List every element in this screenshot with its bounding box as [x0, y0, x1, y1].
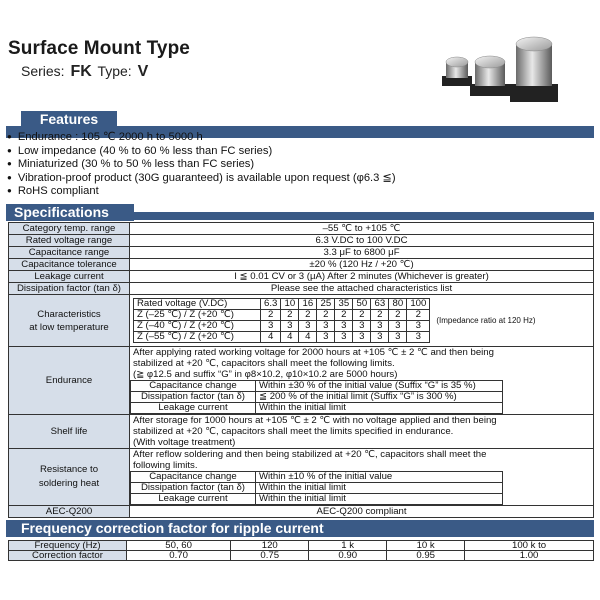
spec-label: Capacitance range	[9, 247, 130, 259]
features-heading: Features	[21, 111, 117, 128]
table-row-shelf-life	[9, 415, 594, 449]
series-line	[21, 63, 150, 81]
spec-label: Category temp. range	[9, 223, 130, 235]
impedance-cell: 3	[317, 332, 335, 343]
frequency-cell: 50, 60	[127, 541, 231, 551]
soldering-label	[9, 449, 130, 506]
rated-voltage-header: Rated voltage (V.DC)	[134, 299, 261, 310]
frequency-cell: 10 k	[387, 541, 465, 551]
limit-value: ≦ 200 % of the initial limit (Suffix “G” is 300 %)	[256, 392, 503, 403]
limit-value: Within ±10 % of the initial value	[256, 472, 503, 483]
soldering-label-line-2: soldering heat	[38, 478, 100, 489]
table-row	[9, 235, 594, 247]
impedance-cell: 3	[407, 332, 430, 343]
type-value: V	[137, 63, 149, 80]
impedance-cell: 3	[335, 321, 353, 332]
spec-value: –55 ℃ to +105 ℃	[130, 223, 594, 235]
impedance-cell: 2	[335, 310, 353, 321]
impedance-cell: 3	[353, 321, 371, 332]
frequency-cell: 1 k	[309, 541, 387, 551]
limit-label: Dissipation factor (tan δ)	[131, 392, 256, 403]
table-row-low-temp	[9, 295, 594, 347]
low-temp-label-line-1: Characteristics	[37, 308, 101, 320]
spec-value: ±20 % (120 Hz / +20 ℃)	[130, 259, 594, 271]
limit-label: Dissipation factor (tan δ)	[131, 483, 256, 494]
limit-label: Capacitance change	[131, 381, 256, 392]
limit-row	[131, 494, 503, 505]
frequency-row	[9, 541, 594, 551]
table-row	[9, 283, 594, 295]
impedance-cell: 2	[317, 310, 335, 321]
table-row	[9, 223, 594, 235]
impedance-cell: 4	[261, 332, 281, 343]
spec-value: 3.3 μF to 6800 μF	[130, 247, 594, 259]
limit-value: Within ±30 % of the initial value (Suffix “G” is 35 %)	[256, 381, 503, 392]
correction-cell: 0.90	[309, 551, 387, 561]
low-temp-label	[9, 295, 130, 347]
impedance-cell: 3	[281, 321, 299, 332]
impedance-cell: 3	[371, 332, 389, 343]
impedance-cell: 3	[389, 332, 407, 343]
impedance-row	[134, 321, 430, 332]
frequency-cell: 100 k to	[465, 541, 594, 551]
voltage-cell: 80	[389, 299, 407, 310]
frequency-heading: Frequency correction factor for ripple current	[21, 520, 324, 536]
voltage-cell: 10	[281, 299, 299, 310]
impedance-cell: 2	[407, 310, 430, 321]
specifications-table	[8, 222, 594, 518]
spec-label: Rated voltage range	[9, 235, 130, 247]
frequency-table	[8, 540, 594, 561]
limit-row	[131, 381, 503, 392]
table-row-endurance	[9, 347, 594, 415]
feature-item: ● Endurance : 105 ℃ 2000 h to 5000 h	[7, 131, 396, 145]
feature-item: ● Low impedance (40 % to 60 % less than FC series)	[7, 145, 396, 159]
impedance-cell: 3	[299, 321, 317, 332]
voltage-cell: 16	[299, 299, 317, 310]
impedance-cell: 4	[281, 332, 299, 343]
limit-label: Leakage current	[131, 494, 256, 505]
correction-cell: 0.75	[231, 551, 309, 561]
spec-value: I ≦ 0.01 CV or 3 (μA) After 2 minutes (Whichever is greater)	[130, 271, 594, 283]
limit-value: Within the initial limit	[256, 403, 503, 414]
endurance-label: Endurance	[9, 347, 130, 415]
series-value: FK	[70, 63, 92, 80]
spec-label: Capacitance tolerance	[9, 259, 130, 271]
specs-heading: Specifications	[6, 204, 134, 221]
soldering-cell	[130, 449, 594, 506]
impedance-cell: 2	[353, 310, 371, 321]
frequency-cell: 120	[231, 541, 309, 551]
soldering-label-line-1: Resistance to	[39, 464, 99, 475]
limit-value: Within the initial limit	[256, 483, 503, 494]
features-list	[7, 131, 396, 199]
spec-value: 6.3 V.DC to 100 V.DC	[130, 235, 594, 247]
table-row	[9, 259, 594, 271]
impedance-cell: 3	[371, 321, 389, 332]
impedance-header-row	[134, 299, 430, 310]
voltage-cell: 35	[335, 299, 353, 310]
low-temp-cell	[130, 295, 594, 347]
impedance-row	[134, 332, 430, 343]
impedance-cell: 2	[281, 310, 299, 321]
impedance-ratio-table	[133, 298, 430, 343]
impedance-cell: 2	[389, 310, 407, 321]
table-row	[9, 271, 594, 283]
impedance-cell: 3	[353, 332, 371, 343]
capacitor-product-image	[440, 36, 560, 106]
feature-item: ● Miniaturized (30 % to 50 % less than FC series)	[7, 158, 396, 172]
low-temp-label-line-2: at low temperature	[29, 321, 109, 333]
correction-cell: 0.95	[387, 551, 465, 561]
frequency-label: Frequency (Hz)	[9, 541, 127, 551]
aec-value: AEC-Q200 compliant	[130, 506, 594, 518]
shelf-life-text: (With voltage treatment)	[133, 437, 236, 448]
type-label: Type:	[97, 63, 132, 79]
correction-cell: 0.70	[127, 551, 231, 561]
impedance-row-label: Z (–25 ℃) / Z (+20 ℃)	[134, 310, 261, 321]
soldering-text: following limits.	[133, 460, 198, 471]
feature-item: ● RoHS compliant	[7, 185, 396, 199]
correction-row	[9, 551, 594, 561]
endurance-text: (≧ φ12.5 and suffix “G” in φ8×10.2, φ10×10.2 are 5000 hours)	[133, 369, 398, 380]
voltage-cell: 63	[371, 299, 389, 310]
soldering-limits-table	[130, 471, 503, 505]
impedance-row	[134, 310, 430, 321]
table-row-soldering	[9, 449, 594, 506]
endurance-limits-table	[130, 380, 503, 414]
limit-row	[131, 472, 503, 483]
voltage-cell: 50	[353, 299, 371, 310]
impedance-row-label: Z (–40 ℃) / Z (+20 ℃)	[134, 321, 261, 332]
impedance-cell: 3	[407, 321, 430, 332]
spec-label: Leakage current	[9, 271, 130, 283]
correction-cell: 1.00	[465, 551, 594, 561]
shelf-life-cell	[130, 415, 594, 449]
aec-label: AEC-Q200	[9, 506, 130, 518]
impedance-row-label: Z (–55 ℃) / Z (+20 ℃)	[134, 332, 261, 343]
limit-label: Capacitance change	[131, 472, 256, 483]
spec-value: Please see the attached characteristics list	[130, 283, 594, 295]
endurance-text: stabilized at +20 ℃, capacitors shall meet the following limits.	[133, 358, 395, 369]
endurance-cell	[130, 347, 594, 415]
voltage-cell: 100	[407, 299, 430, 310]
impedance-note: (Impedance ratio at 120 Hz)	[436, 315, 536, 325]
table-row-aec	[9, 506, 594, 518]
impedance-cell: 2	[371, 310, 389, 321]
limit-row	[131, 483, 503, 494]
feature-item: ● Vibration-proof product (30G guaranteed) is available upon request (φ6.3 ≦)	[7, 172, 396, 186]
table-row	[9, 247, 594, 259]
series-label: Series:	[21, 63, 65, 79]
limit-row	[131, 403, 503, 414]
limit-row	[131, 392, 503, 403]
impedance-cell: 3	[335, 332, 353, 343]
spec-label: Dissipation factor (tan δ)	[9, 283, 130, 295]
impedance-cell: 3	[317, 321, 335, 332]
endurance-text: After applying rated working voltage for 2000 hours at +105 ℃ ± 2 ℃ and then being	[133, 347, 494, 358]
soldering-text: After reflow soldering and then being stabilized at +20 ℃, capacitors shall meet the	[133, 449, 487, 460]
impedance-cell: 2	[299, 310, 317, 321]
shelf-life-text: After storage for 1000 hours at +105 ℃ ± 2 ℃ with no voltage applied and then being	[133, 415, 497, 426]
impedance-cell: 2	[261, 310, 281, 321]
impedance-cell: 3	[261, 321, 281, 332]
impedance-cell: 4	[299, 332, 317, 343]
correction-label: Correction factor	[9, 551, 127, 561]
shelf-life-label: Shelf life	[9, 415, 130, 449]
limit-label: Leakage current	[131, 403, 256, 414]
shelf-life-text: stabilized at +20 ℃, capacitors shall meet the limits specified in endurance.	[133, 426, 454, 437]
page-title: Surface Mount Type	[8, 38, 190, 59]
limit-value: Within the initial limit	[256, 494, 503, 505]
voltage-cell: 6.3	[261, 299, 281, 310]
voltage-cell: 25	[317, 299, 335, 310]
impedance-cell: 3	[389, 321, 407, 332]
